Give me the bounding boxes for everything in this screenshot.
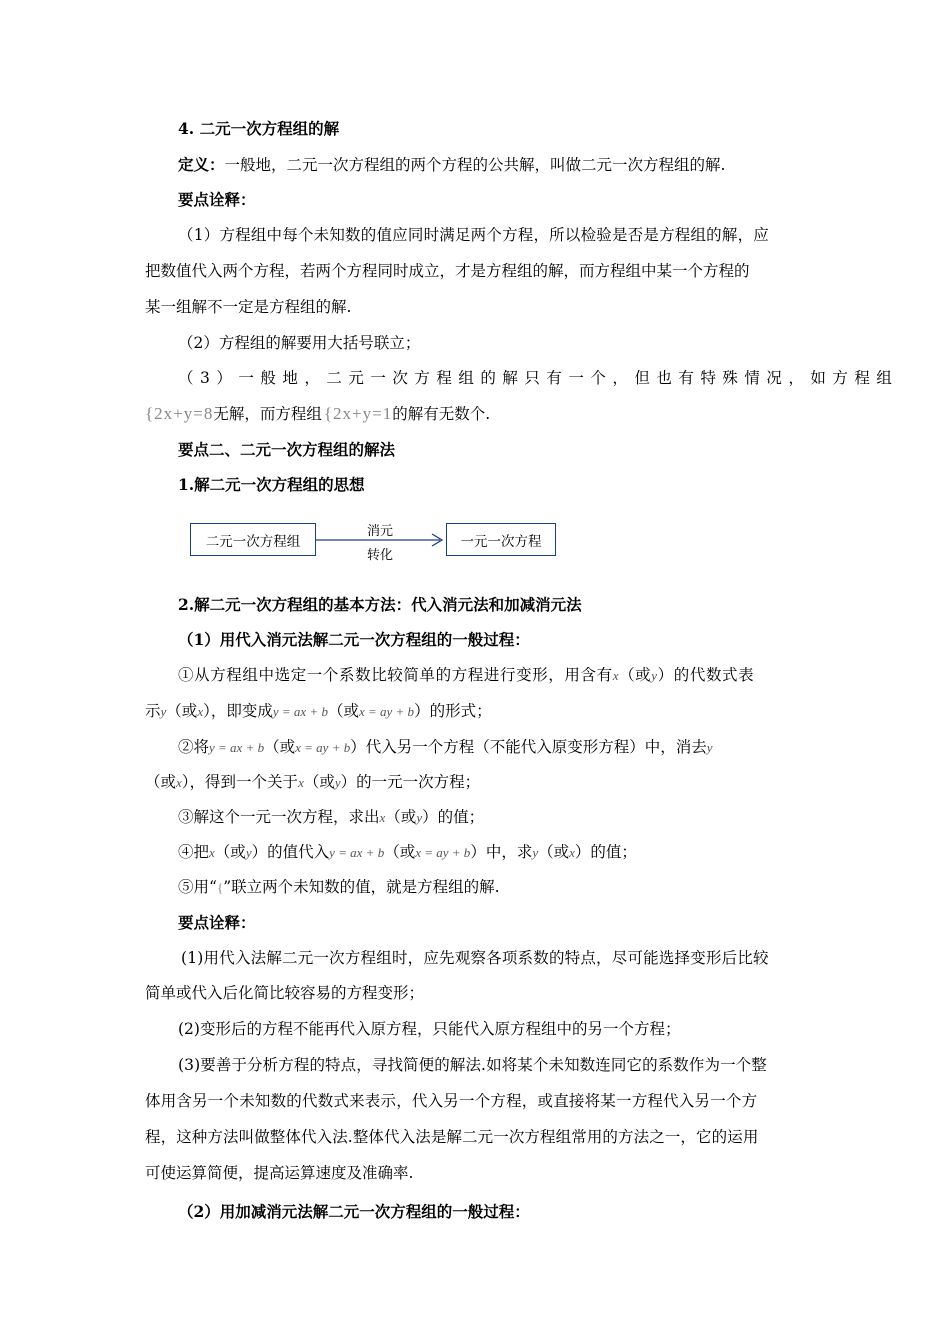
step-4-text-g: ）的值；	[574, 843, 637, 861]
diagram-box-right: 一元一次方程	[446, 523, 556, 556]
step-2-l2-d: ）的一元一次方程；	[340, 773, 481, 791]
step-1-text-b: （或	[619, 666, 652, 684]
step-4-text-d: （或	[384, 843, 416, 861]
step-1-line-1	[178, 664, 840, 687]
definition-label: 定义：	[178, 155, 225, 174]
diagram-box-left: 二元一次方程组	[190, 523, 316, 556]
note-2-1-line-2: 简单或代入后化简比较容易的方程变形；	[145, 984, 425, 1002]
note-2-3-line-4: 可使运算简便，提高运算速度及准确率.	[145, 1164, 414, 1182]
step-1-l2-a: 示	[145, 702, 161, 720]
equation-y-ax-b: y = ax + b	[209, 740, 265, 755]
var-x: x	[197, 704, 204, 719]
step-2-l2-a: （或	[145, 773, 177, 791]
step-4	[178, 841, 840, 864]
notes-heading: 要点诠释：	[178, 190, 256, 209]
section-4-heading: 4. 二元一次方程组的解	[178, 119, 340, 138]
step-2-l2-c: （或	[303, 773, 335, 791]
step-2-line-2	[145, 771, 807, 794]
var-y: y	[706, 740, 713, 755]
methods-heading: 要点二、二元一次方程组的解法	[178, 440, 396, 459]
step-2-text-b: （或	[264, 738, 296, 756]
definition-text: 一般地，二元一次方程组的两个方程的公共解，叫做二元一次方程组的解.	[224, 156, 726, 174]
step-2-l2-b: ），得到一个关于	[181, 773, 299, 791]
step-3-text-c: ）的值；	[422, 808, 485, 826]
equation-x-ay-b: x = ay + b	[295, 740, 351, 755]
step-1-l2-b: （或	[166, 702, 198, 720]
var-y: y	[334, 775, 341, 790]
elimination-diagram	[190, 520, 560, 563]
var-x: x	[569, 845, 575, 860]
step-1-text-a: ①从方程组中选定一个系数比较简单的方程进行变形，用含有	[178, 666, 613, 684]
step-2-line-1	[178, 736, 840, 759]
step-5	[178, 876, 840, 899]
note-3-text-b: 的解有无数个.	[392, 405, 491, 423]
definition-line	[178, 154, 840, 176]
var-y: y	[245, 845, 252, 860]
subheading-2-1: （1）用代入消元法解二元一次方程组的一般过程：	[178, 630, 530, 649]
note-2-3-line-2: 体用含另一个未知数的代数式来表示，代入另一个方程，或直接将某一方程代入另一个方	[145, 1092, 758, 1110]
notes-2-heading: 要点诠释：	[178, 913, 256, 932]
var-y: y	[651, 668, 658, 683]
diagram-arrow-bottom-label: 转化	[366, 548, 393, 563]
step-1-text-c: ）的代数式表	[657, 666, 755, 684]
equation-system-2: {2x+y=1	[323, 404, 393, 423]
subheading-2-2: （2）用加减消元法解二元一次方程组的一般过程：	[178, 1202, 530, 1221]
equation-system-1: {2x+y=8	[145, 404, 214, 423]
brace-symbol: {	[216, 880, 224, 895]
step-4-text-a: ④把	[178, 843, 210, 861]
var-x: x	[209, 845, 215, 860]
equation-x-ay-b: x = ay + b	[415, 845, 471, 860]
subheading-2: 2.解二元一次方程组的基本方法：代入消元法和加减消元法	[178, 595, 582, 614]
equation-y-ax-b: y = ax + b	[329, 845, 385, 860]
step-1-l2-c: ），即变成	[203, 702, 273, 720]
equation-y-ax-b: y = ax + b	[272, 704, 328, 719]
step-2-text-a: ②将	[178, 738, 210, 756]
note-1-line-3: 某一组解不一定是方程组的解.	[145, 298, 352, 316]
step-2-text-c: ）代入另一个方程（不能代入原变形方程）中，消去	[350, 738, 707, 756]
step-3	[178, 806, 840, 829]
note-1-line-2: 把数值代入两个方程，若两个方程同时成立，才是方程组的解，而方程组中某一个方程的	[145, 262, 750, 280]
step-3-text-b: （或	[385, 808, 417, 826]
subheading-1: 1.解二元一次方程组的思想	[178, 475, 365, 494]
step-1-l2-d: （或	[327, 702, 359, 720]
diagram-arrow-top-label: 消元	[366, 524, 393, 539]
step-4-text-e: ）中，求	[470, 843, 533, 861]
note-3-text-a: 无解，而方程组	[213, 405, 322, 423]
step-4-text-c: ）的值代入	[251, 843, 330, 861]
var-y: y	[532, 845, 539, 860]
step-1-line-2	[145, 700, 807, 723]
step-5-text-b: ”联立两个未知数的值，就是方程组的解.	[223, 878, 500, 896]
note-1-line-1: （1）方程组中每个未知数的值应同时满足两个方程，所以检验是否是方程组的解，应	[178, 226, 769, 244]
step-3-text-a: ③解这个一元一次方程，求出	[178, 808, 380, 826]
note-2-1-line-1: (1)用代入法解二元一次方程组时，应先观察各项系数的特点，尽可能选择变形后比较	[181, 949, 769, 967]
var-x: x	[612, 668, 620, 683]
step-5-text-a: ⑤用“	[178, 878, 217, 896]
note-2-2: (2)变形后的方程不能再代入原方程，只能代入原方程组中的另一个方程；	[178, 1020, 681, 1038]
var-y: y	[160, 704, 167, 719]
note-3-line-2	[145, 403, 807, 425]
step-4-text-b: （或	[214, 843, 246, 861]
var-x: x	[298, 775, 304, 790]
var-x: x	[176, 775, 182, 790]
step-4-text-f: （或	[538, 843, 570, 861]
note-2-3-line-1: (3)要善于分析方程的特点，寻找简便的解法.如将某个未知数连同它的系数作为一个整	[178, 1056, 767, 1074]
note-2: （2）方程组的解要用大括号联立；	[178, 334, 421, 352]
var-x: x	[379, 810, 386, 825]
note-2-3-line-3: 程，这种方法叫做整体代入法.整体代入法是解二元一次方程组常用的方法之一，它的运用	[145, 1128, 759, 1146]
equation-x-ay-b: x = ay + b	[358, 704, 415, 719]
step-1-l2-e: ）的形式；	[414, 702, 492, 720]
var-y: y	[416, 810, 423, 825]
note-3-line-1: （3）一般地，二元一次方程组的解只有一个，但也有特殊情况，如方程组	[178, 369, 899, 387]
